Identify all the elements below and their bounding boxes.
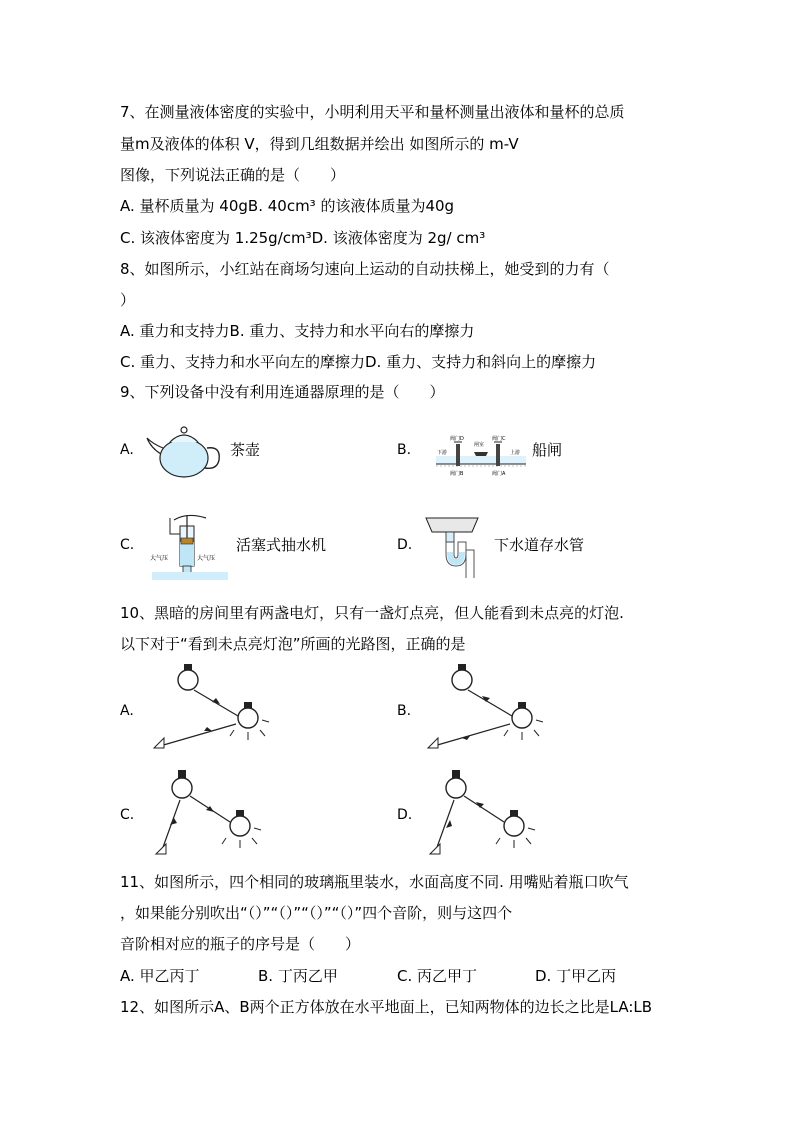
light-path-diagram-c	[150, 768, 280, 862]
pump-label-right: 大气压	[197, 555, 216, 562]
pump-label-left: 大气压	[150, 555, 169, 562]
unlit-bulb-icon	[172, 770, 192, 798]
q9-option-b-label: 船闸	[532, 441, 563, 459]
q11-option-a: A. 甲乙丙丁	[120, 967, 200, 985]
eye-icon	[428, 738, 438, 748]
q8-stem-line1: 8、如图所示，小红站在商场匀速向上运动的自动扶梯上，她受到的力有（	[120, 260, 610, 278]
eye-icon	[156, 844, 166, 854]
q7-stem-line3: 图像，下列说法正确的是（ ）	[120, 166, 346, 184]
q10-option-a-letter: A.	[120, 703, 134, 719]
q10-option-b-letter: B.	[397, 703, 412, 719]
q11-stem-line1: 11、如图所示，四个相同的玻璃瓶里装水，水面高度不同. 用嘴贴着瓶口吹气	[120, 873, 629, 891]
q7-options-cd: C. 该液体密度为 1.25g/cm³D. 该液体密度为 2g/ cm³	[120, 229, 486, 247]
q10-stem-line1: 10、黑暗的房间里有两盏电灯，只有一盏灯点亮，但人能看到未点亮的灯泡.	[120, 604, 624, 622]
q10-stem-line2: 以下对于“看到未点亮灯泡”所画的光路图，正确的是	[120, 635, 466, 653]
q10-option-d-letter: D.	[397, 807, 413, 823]
q9-option-c-label: 活塞式抽水机	[236, 536, 327, 554]
ship-lock-image	[436, 434, 526, 478]
unlit-bulb-icon	[446, 770, 466, 798]
unlit-bulb-icon	[452, 664, 472, 690]
q11-stem-line3: 音阶相对应的瓶子的序号是（ ）	[120, 935, 361, 953]
light-path-diagram-a	[150, 660, 280, 754]
q8-options-cd: C. 重力、支持力和水平向左的摩擦力D. 重力、支持力和斜向上的摩擦力	[120, 353, 597, 371]
q9-option-b-letter: B.	[397, 442, 412, 458]
q7-stem-line1: 7、在测量液体密度的实验中，小明利用天平和量杯测量出液体和量杯的总质	[120, 103, 625, 121]
lock-label-upstream: 上游	[510, 450, 521, 456]
lock-label-gate-d: 阀门D	[450, 436, 464, 442]
drain-trap-image	[424, 514, 484, 580]
q9-option-d-label: 下水道存水管	[494, 536, 585, 554]
unlit-bulb-icon	[178, 664, 198, 690]
lock-label-valve-a: 阀门A	[492, 471, 506, 477]
q11-option-b: B. 丁丙乙甲	[258, 967, 338, 985]
q7-options-ab: A. 量杯质量为 40gB. 40cm³ 的该液体质量为40g	[120, 197, 455, 215]
eye-icon	[154, 738, 164, 748]
q11-option-c: C. 丙乙甲丁	[397, 967, 478, 985]
q9-option-a-letter: A.	[120, 442, 134, 458]
q10-option-c-letter: C.	[120, 807, 135, 823]
q12-stem-line1: 12、如图所示A、B两个正方体放在水平地面上，已知两物体的边长之比是LA:LB	[120, 998, 653, 1016]
lock-label-chamber: 闸室	[474, 442, 485, 448]
lit-bulb-icon	[504, 702, 543, 740]
lock-label-gate-c: 阀门C	[492, 436, 506, 442]
light-path-diagram-d	[424, 768, 554, 862]
q11-stem-line2: ，如果能分别吹出“（）”“（）”“（）”“（）”四个音阶，则与这四个	[120, 904, 513, 922]
q9-option-d-letter: D.	[397, 537, 413, 553]
lit-bulb-icon	[496, 810, 535, 848]
q9-stem: 9、下列设备中没有利用连通器原理的是（ ）	[120, 383, 445, 401]
eye-icon	[430, 844, 440, 854]
q9-option-c-letter: C.	[120, 537, 135, 553]
light-path-diagram-b	[424, 660, 554, 754]
q11-option-d: D. 丁甲乙丙	[535, 967, 617, 985]
lit-bulb-icon	[230, 702, 269, 740]
teapot-image	[145, 418, 227, 480]
q9-option-a-label: 茶壶	[230, 441, 261, 459]
piston-pump-image	[150, 512, 230, 582]
q8-stem-line2: ）	[120, 291, 136, 309]
q7-stem-line2: 量m及液体的体积 V，得到几组数据并绘出 如图所示的 m-V	[120, 135, 519, 153]
lock-label-valve-b: 阀门B	[450, 471, 464, 477]
lit-bulb-icon	[222, 810, 261, 848]
lock-label-downstream: 下游	[437, 450, 448, 456]
q8-options-ab: A. 重力和支持力B. 重力、支持力和水平向右的摩擦力	[120, 322, 475, 340]
